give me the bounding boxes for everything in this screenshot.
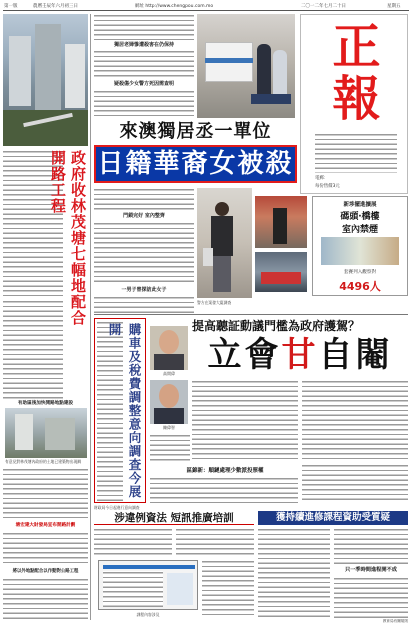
left-body-text-4 [3,578,88,620]
left-body-text [3,300,63,400]
legco-headline-b: 甘 [281,335,319,375]
bottom-body-4 [258,528,330,618]
bottom-story-2-title: 獲持續進修課程資助受質疑 [275,512,390,523]
left-top-photo [3,14,88,146]
masthead-email-label: 電郵： [315,176,329,181]
legco-side-title: 購車及稅費調整意向調查今展開 [107,323,142,499]
main-top-lead-2: 疑殺傷少女警方死因需查明 [113,81,174,87]
main-body-1 [94,188,194,210]
scene-photo-1 [255,196,307,248]
legco-body-5 [302,464,408,503]
main-photo-caption: 警方在案發大廈調查 [197,300,232,305]
legislator-caption-1: 高開偉 [163,371,175,376]
bottom-photo-caption: 課程內容涉及 [136,612,160,617]
ad-sub-2: 室內禁煙 [341,225,378,235]
right-ad[interactable] [312,196,408,296]
ambulance-photo [197,14,295,118]
masthead-price-note: 每份售價3元 [315,184,340,189]
legco-side-note: 財政局今日起進行意向調查 [94,505,140,510]
main-top-text-left [94,14,194,40]
main-headline: 日籍華裔女被殺 [97,149,294,179]
main-body-3 [94,296,194,316]
legco-body-3 [150,434,190,464]
legco-kicker: 提高聽証動議門檻為政府護駕？ [192,319,361,333]
legco-sub: 區錦新：順鏈處理少數派投票權 [186,468,264,474]
main-body-2 [94,222,194,284]
left-headline-block [3,148,88,326]
ad-count: 4496人 [339,280,381,293]
ad-sub: 碼頭‧橋樓 [340,212,380,222]
main-top-text-left-2 [94,50,194,78]
main-top-lead-1: 獨居老婦慘遭殺害在仍保持 [113,42,174,48]
left-photo-caption: 有意見對林茂塘內政府的土地已建築物出現鋼 [5,459,81,464]
legco-side-box [94,318,146,503]
main-kicker: 來澳獨居丞一單位 [119,121,272,142]
page-number: 第一版 [4,4,18,9]
legislator-caption-2: 陳偉智 [163,425,175,430]
lunar-date: 農曆壬辰年六月初三日 [33,4,78,9]
left-sub-heading-2: 塘宏建大財發局宣布開路計劃 [15,523,76,528]
bottom-ad-label: 教育局有關規則 [382,619,408,623]
masthead [300,14,408,194]
ad-title: 新埗擺進擴展 [343,202,377,208]
left-body-text-2 [3,468,88,518]
bottom-body-2 [176,528,254,558]
legislator-photo-2 [150,380,188,424]
legco-headline-a: 立會 [207,335,282,375]
left-body-text-3 [3,532,88,564]
bottom-body-5 [334,528,408,564]
police-photo [197,188,252,298]
scene-photo-2 [255,252,307,292]
main-headline-box [94,145,297,183]
legco-headline-c: 自閹 [318,335,393,375]
left-sub-heading-1: 有助區後加快開路地點建設 [17,401,74,406]
ad-count-label: 套賽列入觀察對 [343,270,377,275]
masthead-details [315,133,397,173]
bottom-body-1 [94,528,172,558]
bottom-story-2-sub: 只一季時間進程開不成 [345,567,397,573]
main-sub-a: 門鎖完好 室內整齊 [123,213,165,219]
main-top-text-left-3 [94,90,194,116]
left-headline: 政府收林茂塘七幅地配合開路工程 [49,150,87,326]
weekday: 星期五 [387,4,401,9]
header-bar [3,2,409,11]
bottom-story-2-title-bar [258,511,408,525]
issue-date: 二〇一二年七月二十日 [301,4,346,9]
ad-photo [321,237,399,265]
legco-body-1 [192,380,298,460]
legco-body-4 [150,477,298,503]
legco-body-2 [302,380,408,460]
bottom-body-3 [202,560,254,618]
legco-headline [192,335,408,375]
legislator-photo-1 [150,326,188,370]
left-middle-photo [5,408,87,458]
bottom-story-1-title: 涉違例資法 短訊推廣培訓 [114,512,234,524]
bottom-screenshot [98,560,198,610]
bottom-body-6 [334,577,408,618]
masthead-logo: 正報 [324,21,380,125]
site-url[interactable]: 網址 http://www.chengpou.com.mo [135,4,214,9]
main-sub-b: 一男子曾探訪此女子 [121,287,167,293]
bottom-story-1-title-bar [94,511,254,525]
left-sub-heading-3: 將以外地點配合以作動對公路工程 [12,569,79,574]
